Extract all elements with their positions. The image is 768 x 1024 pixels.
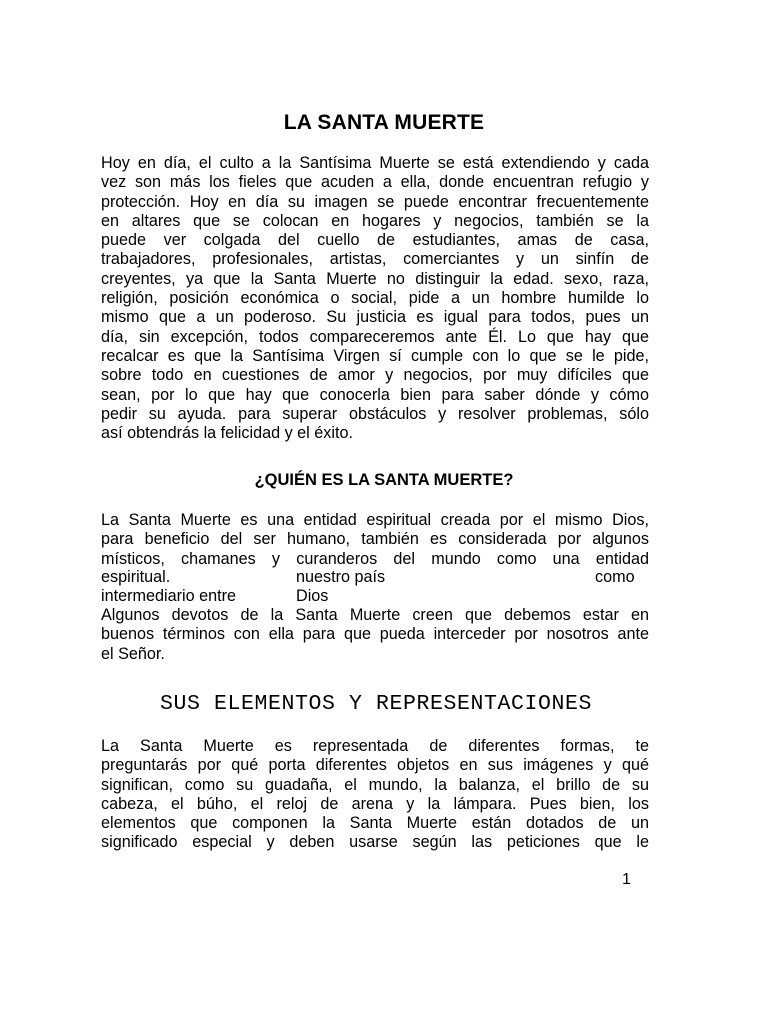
section-heading-quien: ¿QUIÉN ES LA SANTA MUERTE? <box>254 471 514 489</box>
text-line: puede ver colgada del cuello de estudiantes, amas de casa, <box>101 231 649 250</box>
text-line: recalcar es que la Santísima Virgen sí cumple con lo que se le pide, <box>101 346 649 365</box>
section-heading-elementos: SUS ELEMENTOS Y REPRESENTACIONES <box>159 692 593 716</box>
text-line: en altares que se colocan en hogares y negocios, también se la <box>101 211 649 230</box>
text-line: vez son más los fieles que acuden a ella, donde encuentran refugio y <box>101 173 649 192</box>
text-line: Hoy en día, el culto a la Santísima Muerte se está extendiendo y cada <box>101 154 649 172</box>
text-line: creyentes, ya que la Santa Muerte no distinguir la edad. sexo, raza, <box>101 269 649 288</box>
text-line: el Señor. <box>101 644 165 663</box>
column-text: espiritual. <box>101 568 171 586</box>
text-line: La Santa Muerte es representada de diferentes formas, te <box>101 737 649 755</box>
text-line: pedir su ayuda. para superar obstáculos y resolver problemas, sólo <box>101 404 649 423</box>
document-title: LA SANTA MUERTE <box>283 111 485 134</box>
text-line: sean, por lo que hay que conocerla bien para saber dónde y cómo <box>101 385 649 404</box>
text-line: así obtendrás la felicidad y el éxito. <box>101 424 353 443</box>
text-line: protección. Hoy en día su imagen se puede encontrar frecuentemente <box>101 192 649 211</box>
elementos-paragraph <box>101 737 649 853</box>
text-line: día, sin excepción, todos compareceremos ante Él. Lo que hay que <box>101 327 649 346</box>
text-line: elementos que componen la Santa Muerte están dotados de un <box>101 814 649 833</box>
text-line: significan, como su guadaña, el mundo, la balanza, el brillo de su <box>101 775 649 794</box>
text-line: La Santa Muerte es una entidad espiritual creada por el mismo Dios, <box>101 511 649 529</box>
text-line: significado especial y deben usarse según las peticiones que le <box>101 833 649 852</box>
column-text: Dios <box>296 587 329 605</box>
text-line: religión, posición económica o social, pide a un hombre humilde lo <box>101 289 649 308</box>
text-line: trabajadores, profesionales, artistas, comerciantes y un sinfín de <box>101 250 649 269</box>
column-text: nuestro país <box>296 568 386 586</box>
intro-paragraph <box>101 154 649 443</box>
text-line: místicos, chamanes y curanderos del mundo como una entidad <box>101 549 649 568</box>
text-line: preguntarás por qué porta diferentes objetos en sus imágenes y qué <box>101 756 649 775</box>
quien-paragraph-a <box>101 511 649 569</box>
page-number: 1 <box>622 871 631 888</box>
quien-paragraph-b <box>101 606 649 664</box>
text-line: Algunos devotos de la Santa Muerte creen que debemos estar en <box>101 606 649 624</box>
text-line: mismo que a un poderoso. Su justicia es igual para todos, pues un <box>101 308 649 327</box>
column-text: como <box>595 568 635 586</box>
column-text: intermediario entre <box>101 587 236 605</box>
text-line: para beneficio del ser humano, también es considerada por algunos <box>101 530 649 549</box>
text-line: sobre todo en cuestiones de amor y negocios, por muy difíciles que <box>101 366 649 385</box>
text-line: cabeza, el búho, el reloj de arena y la lámpara. Pues bien, los <box>101 794 649 813</box>
text-line: buenos términos con ella para que pueda interceder por nosotros ante <box>101 625 649 644</box>
